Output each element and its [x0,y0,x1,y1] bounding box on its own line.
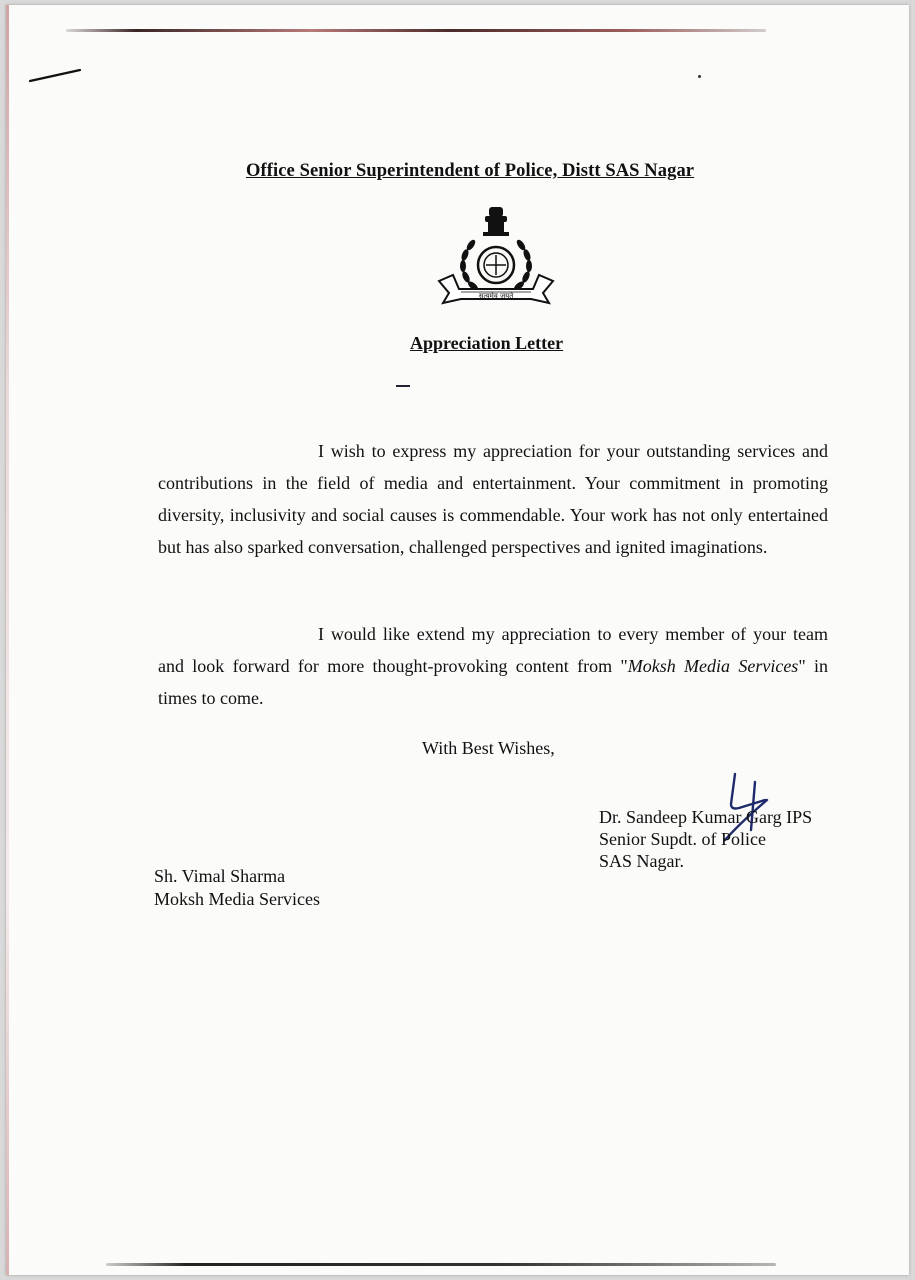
recipient-name: Sh. Vimal Sharma [154,866,286,886]
speck-mark [698,75,701,78]
body-paragraph-1: I wish to express my appreciation for your outstanding services and contributions in the field of media and entertainment. Your commitment in promoting diversity, inclusivity and social causes is commendable. Your work has not only entertained but has also sparked conversation, challenged perspectives and ignited imaginations. [158,441,828,557]
paragraph-2-text-end: " in times to come. [158,656,828,708]
pen-dash-mark [396,385,410,387]
letter-page [6,5,909,1275]
office-heading: Office Senior Superintendent of Police, Distt SAS Nagar [246,161,695,181]
recipient-organization: Moksh Media Services [154,889,320,909]
bottom-edge-line [106,1263,776,1266]
paragraph-2-text-start: I would like extend my appreciation to every member of your team and look forward for more thought-provoking content from " [158,624,828,676]
police-emblem-icon [431,201,561,311]
signatory-block [599,806,812,872]
company-name-emphasis: Moksh Media Services [627,656,799,676]
signatory-location: SAS Nagar. [599,851,684,871]
body-paragraph-2 [158,618,828,714]
letter-title: Appreciation Letter [410,333,564,353]
recipient-block [154,865,320,911]
signatory-name: Dr. Sandeep Kumar Garg IPS [599,807,813,827]
signatory-designation: Senior Supdt. of Police [599,829,766,849]
svg-text:सत्यमेव जयते: सत्यमेव जयते [478,292,514,300]
pen-stroke-mark [28,67,88,87]
closing-line: With Best Wishes, [422,738,555,758]
page-edge-shadow [6,5,9,1275]
top-edge-line [66,29,766,32]
